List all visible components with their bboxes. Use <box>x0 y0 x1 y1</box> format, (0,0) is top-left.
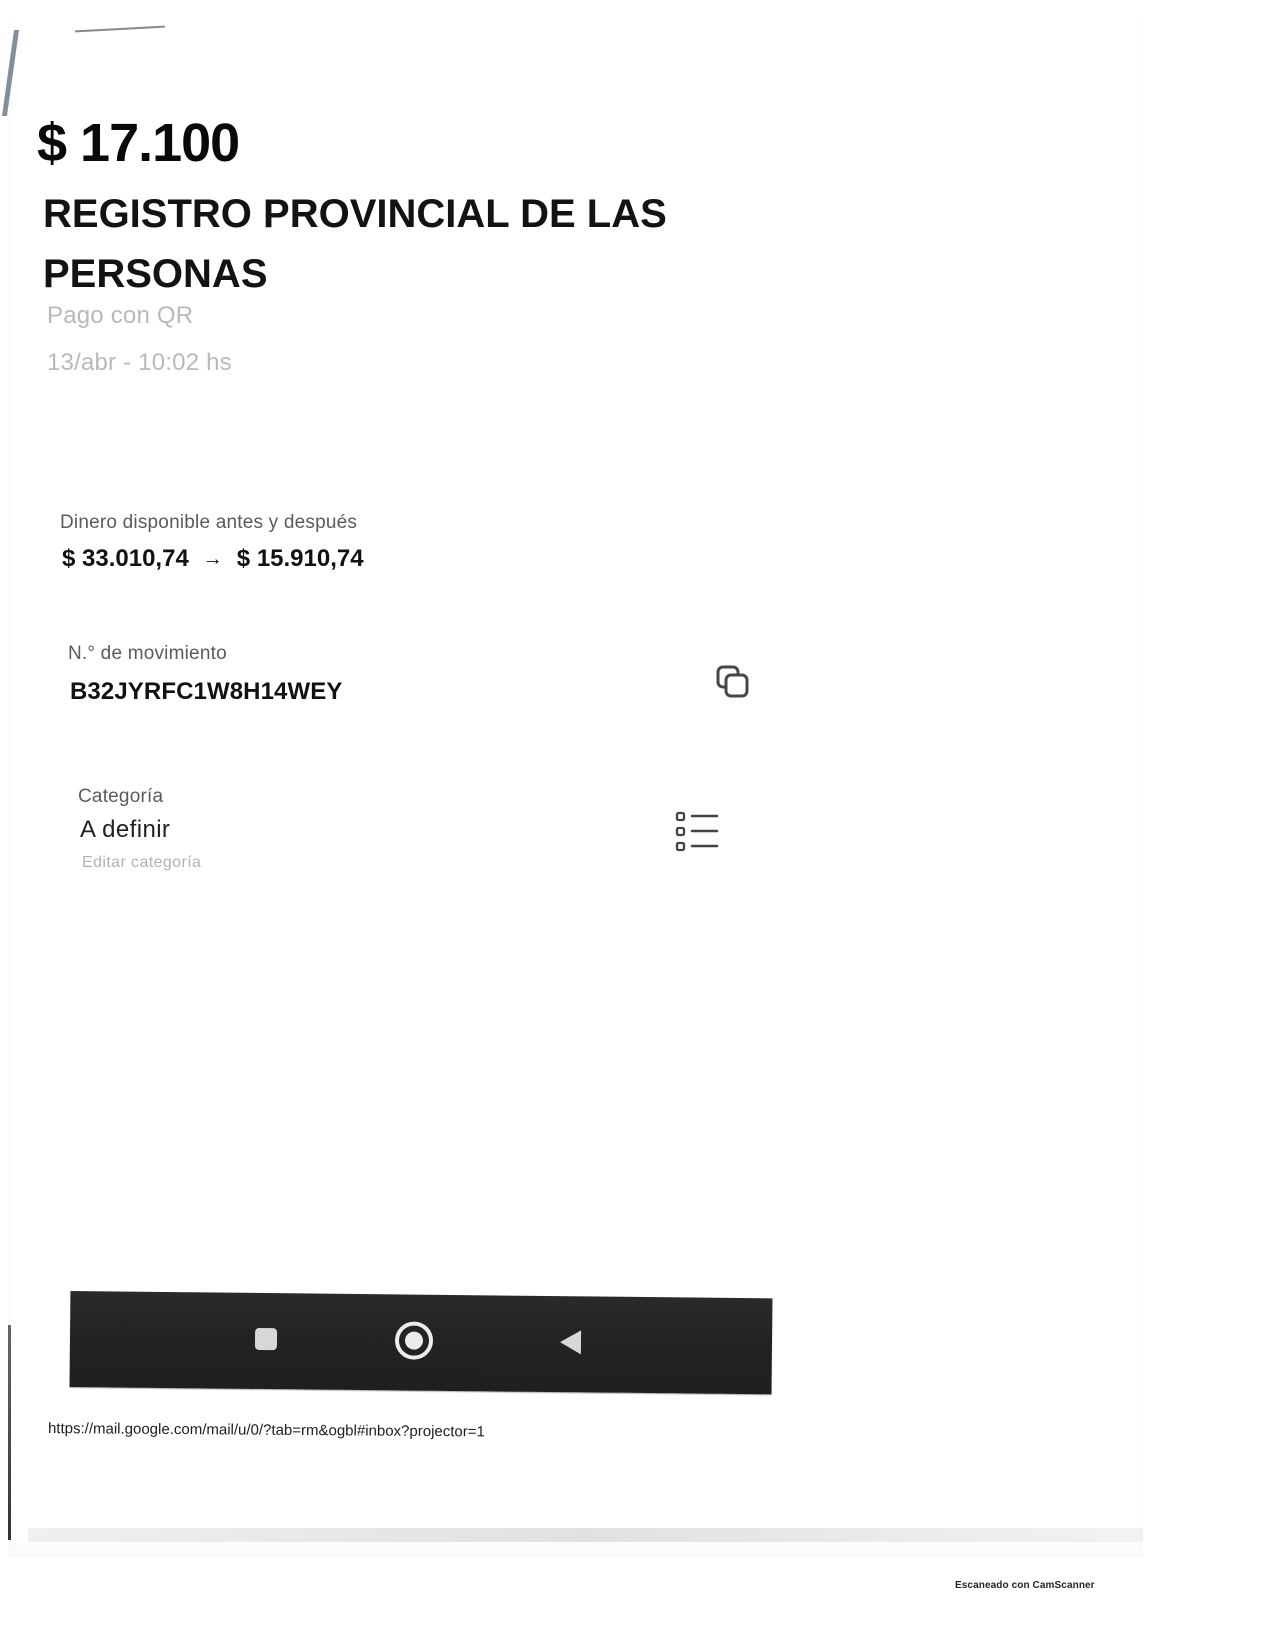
transaction-amount: $ 17.100 <box>37 113 240 173</box>
category-list-button[interactable] <box>674 808 722 856</box>
movement-number-value: B32JYRFC1W8H14WEY <box>70 678 343 705</box>
copy-movement-button[interactable] <box>712 662 754 704</box>
balance-values <box>62 545 364 573</box>
merchant-name: REGISTRO PROVINCIAL DE LAS PERSONAS <box>43 192 667 296</box>
list-icon <box>674 808 722 856</box>
edit-category-link[interactable]: Editar categoría <box>82 854 202 871</box>
back-button[interactable] <box>546 1318 595 1367</box>
recent-apps-button[interactable] <box>242 1315 291 1364</box>
arrow-right-icon: → <box>202 548 223 570</box>
balance-before: $ 33.010,74 <box>62 545 189 572</box>
category-label: Categoría <box>78 786 164 807</box>
scanner-credit: Escaneado con CamScanner <box>955 1580 1095 1591</box>
movement-number-label: N.° de movimiento <box>68 643 227 664</box>
bottom-scan-shadow <box>28 1528 1143 1542</box>
home-circle-icon <box>390 1316 439 1365</box>
payment-method: Pago con QR <box>47 302 194 329</box>
back-triangle-icon <box>546 1318 595 1367</box>
transaction-datetime: 13/abr - 10:02 hs <box>47 349 232 376</box>
category-value: A definir <box>80 816 171 843</box>
square-icon <box>242 1315 291 1364</box>
left-page-edge <box>8 1325 11 1540</box>
copy-icon <box>712 662 754 704</box>
balance-label: Dinero disponible antes y después <box>60 512 358 533</box>
home-button[interactable] <box>390 1316 439 1365</box>
balance-after: $ 15.910,74 <box>236 545 364 572</box>
android-navigation-bar <box>69 1291 772 1394</box>
browser-url: https://mail.google.com/mail/u/0/?tab=rm&ogbl#inbox?projector=1 <box>47 1420 485 1441</box>
